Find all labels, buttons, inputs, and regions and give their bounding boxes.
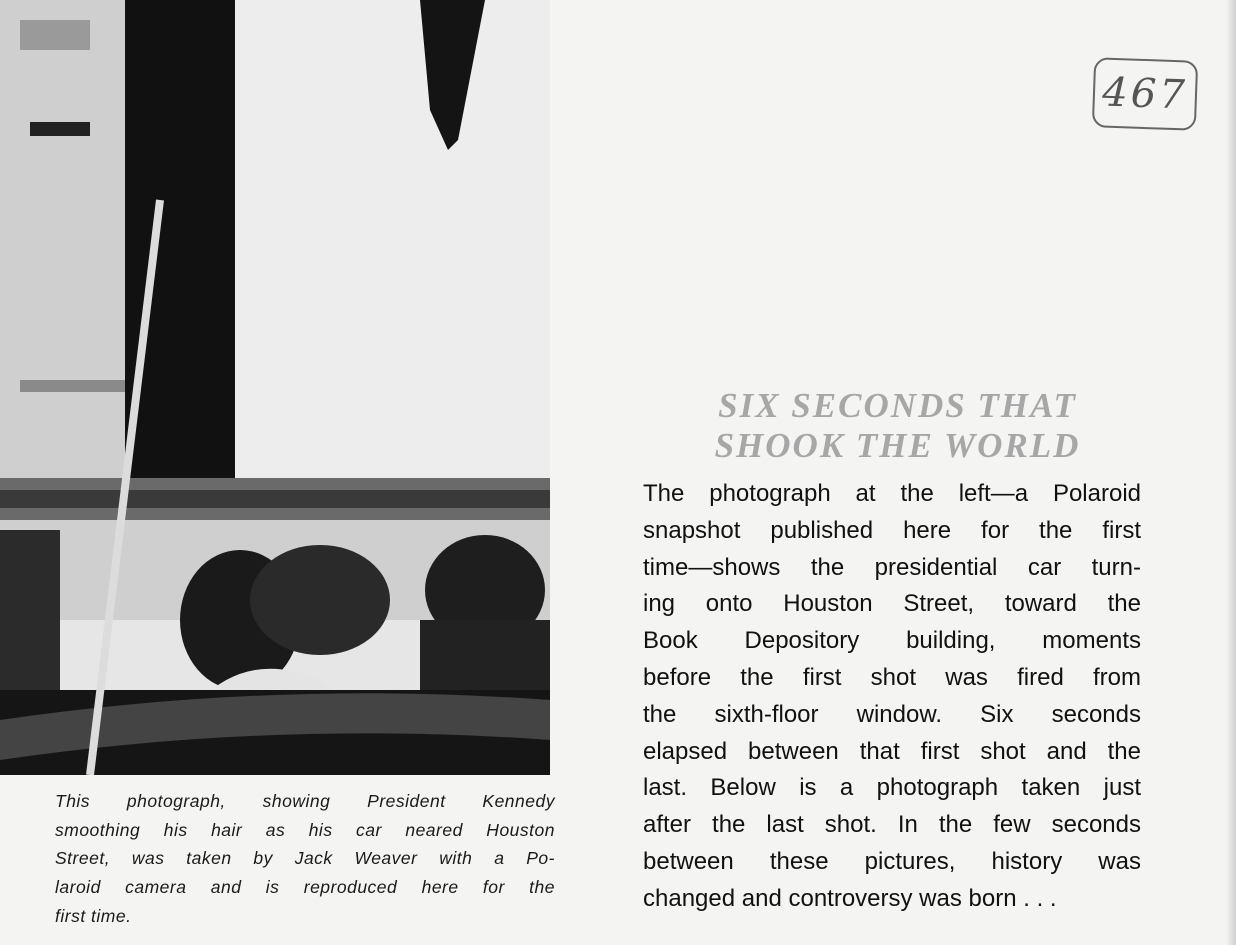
body-line: time—shows the presidential car turn- xyxy=(643,553,1141,581)
photo-caption xyxy=(55,787,555,931)
caption-line: laroid camera and is reproduced here for the xyxy=(55,877,555,898)
page-edge-shadow xyxy=(1226,0,1236,945)
caption-line: This photograph, showing President Kennedy xyxy=(55,791,555,811)
body-line: snapshot published here for the first xyxy=(643,516,1141,544)
polaroid-photograph xyxy=(0,0,550,775)
body-line: after the last shot. In the few seconds xyxy=(643,811,1141,839)
body-line: before the first shot was fired from xyxy=(643,663,1141,691)
body-line: elapsed between that first shot and the xyxy=(643,737,1141,765)
body-line: changed and controversy was born . . . xyxy=(643,884,1057,912)
caption-line: Street, was taken by Jack Weaver with a Po- xyxy=(55,848,555,869)
handwritten-page-number: 467 xyxy=(1092,57,1198,131)
caption-line: smoothing his hair as his car neared Houston xyxy=(55,819,555,840)
body-line: ing onto Houston Street, toward the xyxy=(643,590,1141,618)
dark-tower xyxy=(125,0,235,485)
body-line: the sixth-floor window. Six seconds xyxy=(643,700,1141,728)
body-line: last. Below is a photograph taken just xyxy=(643,774,1141,802)
building-facade xyxy=(0,0,125,500)
body-line: Book Depository building, moments xyxy=(643,627,1141,655)
book-title xyxy=(640,386,1155,466)
title-line: SHOOK THE WORLD xyxy=(714,426,1081,465)
body-line: The photograph at the left—a Polaroid xyxy=(643,480,1141,507)
body-line: between these pictures, history was xyxy=(643,847,1141,875)
caption-line: first time. xyxy=(55,905,132,926)
body-paragraph xyxy=(643,476,1141,918)
title-line: SIX SECONDS THAT xyxy=(718,386,1077,425)
